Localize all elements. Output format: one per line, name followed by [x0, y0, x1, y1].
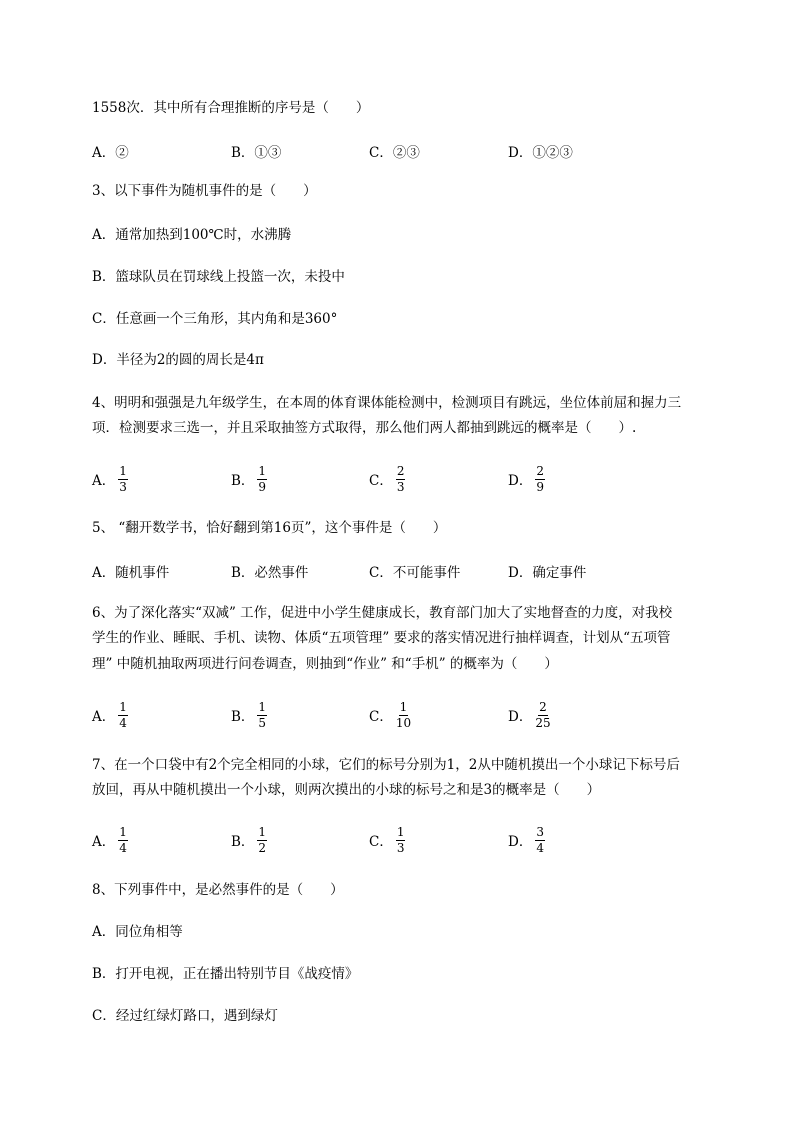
question-5-options: [92, 562, 652, 580]
fraction: $\frac{1}{2}$: [258, 824, 267, 855]
option-b: B．必然事件: [231, 565, 309, 581]
option-b: B． $\frac{1}{2}$: [231, 824, 267, 855]
fraction: $\frac{2}{25}$: [535, 699, 551, 730]
question-7-stem-line-2: 放回，再从中随机摸出一个小球，则两次摸出的小球的标号之和是3的概率是（ ）: [92, 782, 601, 798]
fraction: $\frac{1}{10}$: [395, 699, 412, 730]
question-2-options: [92, 142, 652, 160]
question-6-stem-line-3: 理” 中随机抽取两项进行问卷调查，则抽到“作业” 和“手机” 的概率为（ ）: [92, 656, 558, 672]
option-a: A． $\frac{1}{4}$: [92, 699, 127, 730]
question-4-options: [92, 462, 652, 496]
option-c: C． $\frac{1}{10}$: [369, 699, 412, 730]
question-8-stem: 8、下列事件中，是必然事件的是（ ）: [92, 882, 344, 898]
option-c: C．②③: [369, 145, 420, 161]
question-3-stem: 3、以下事件为随机事件的是（ ）: [92, 183, 317, 199]
question-3-option-c: C．任意画一个三角形，其内角和是360°: [92, 311, 338, 327]
option-b: B． $\frac{1}{5}$: [231, 699, 267, 730]
question-6-options: [92, 698, 652, 732]
question-6-stem-line-2: 学生的作业、睡眠、手机、读物、体质“五项管理” 要求的落实情况进行抽样调查，计划从“五项管: [92, 630, 671, 646]
option-c: C． $\frac{1}{3}$: [369, 824, 405, 855]
option-b: B．①③: [231, 145, 282, 161]
option-d: D． $\frac{2}{9}$: [508, 463, 544, 494]
question-8-option-a: A．同位角相等: [92, 924, 183, 940]
fraction: $\frac{2}{3}$: [396, 463, 405, 494]
question-8-option-c: C．经过红绿灯路口，遇到绿灯: [92, 1008, 278, 1024]
question-5-stem: 5、 “翻开数学书，恰好翻到第16页”，这个事件是（ ）: [92, 520, 447, 536]
fraction: $\frac{1}{4}$: [119, 699, 127, 730]
question-7-options: [92, 823, 652, 857]
question-3-option-a: A．通常加热到100℃时，水沸腾: [92, 227, 292, 243]
fraction: $\frac{1}{5}$: [258, 699, 267, 730]
option-a: A． $\frac{1}{3}$: [92, 463, 127, 494]
fraction: $\frac{1}{3}$: [396, 824, 405, 855]
option-a: A． $\frac{1}{4}$: [92, 824, 127, 855]
fraction: $\frac{2}{9}$: [536, 463, 544, 494]
option-a: A．随机事件: [92, 565, 170, 581]
option-d: D．①②③: [508, 145, 573, 161]
option-c: C． $\frac{2}{3}$: [369, 463, 405, 494]
question-6-stem-line-1: 6、为了深化落实“双减” 工作，促进中小学生健康成长，教育部门加大了实地督查的力度，对我校: [92, 605, 673, 621]
question-2-tail: 1558次．其中所有合理推断的序号是（ ）: [92, 100, 370, 116]
question-3-option-b: B．篮球队员在罚球线上投篮一次，未投中: [92, 269, 345, 285]
fraction: $\frac{1}{3}$: [119, 463, 127, 494]
fraction: $\frac{3}{4}$: [536, 824, 544, 855]
fraction: $\frac{1}{9}$: [258, 463, 267, 494]
question-3-option-d: D．半径为2的圆的周长是4π: [92, 352, 264, 368]
option-d: D． $\frac{3}{4}$: [508, 824, 544, 855]
question-7-stem-line-1: 7、在一个口袋中有2个完全相同的小球，它们的标号分别为1，2从中随机摸出一个小球记下标号后: [92, 757, 680, 773]
option-d: D． $\frac{2}{25}$: [508, 699, 551, 730]
option-a: A．②: [92, 145, 129, 161]
option-d: D．确定事件: [508, 565, 587, 581]
option-b: B． $\frac{1}{9}$: [231, 463, 267, 494]
question-4-stem-line-1: 4、明明和强强是九年级学生，在本周的体育课体能检测中，检测项目有跳远，坐位体前屈和握力三: [92, 395, 682, 411]
option-c: C．不可能事件: [369, 565, 461, 581]
question-4-stem-line-2: 项．检测要求三选一，并且采取抽签方式取得，那么他们两人都抽到跳远的概率是（ ）.: [92, 420, 637, 436]
fraction: $\frac{1}{4}$: [119, 824, 127, 855]
question-8-option-b: B．打开电视，正在播出特别节目《战疫情》: [92, 966, 359, 982]
